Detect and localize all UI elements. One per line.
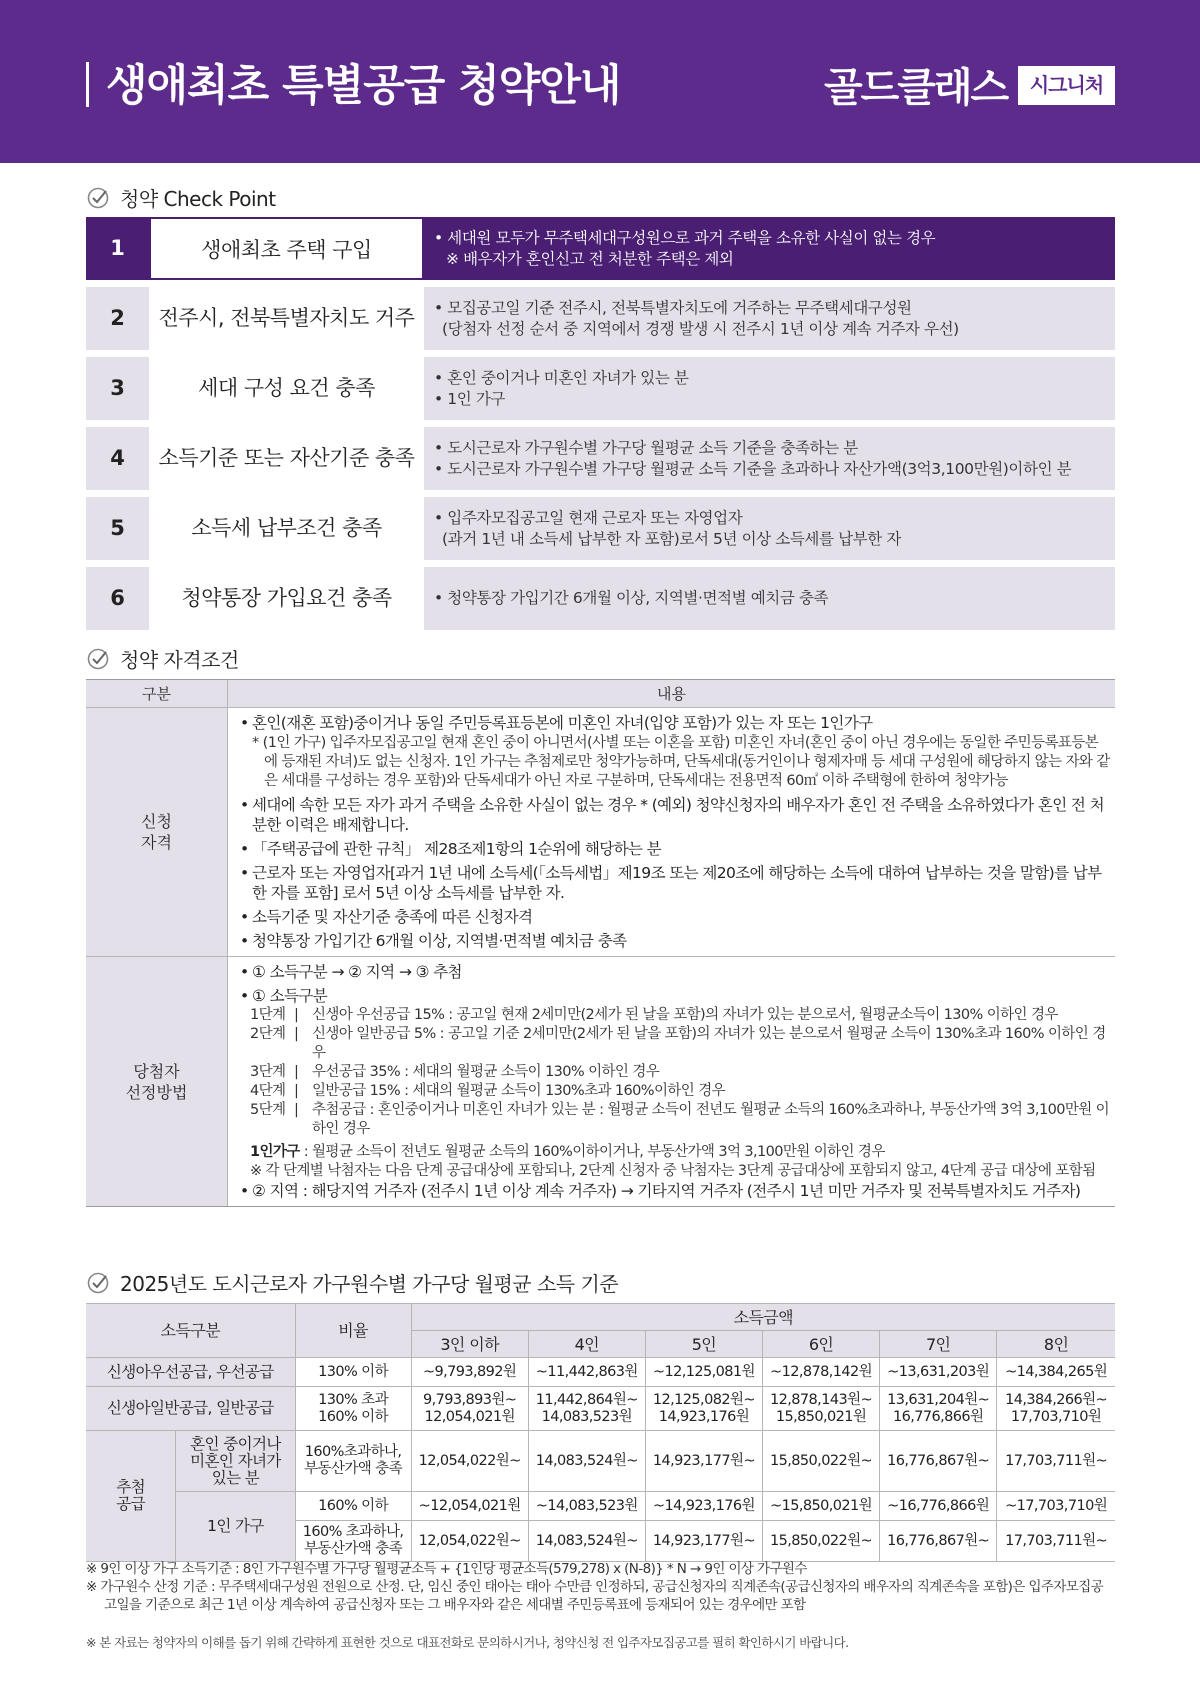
single-household-label: 1인가구 [250,1144,300,1160]
apply-qualification-row [86,708,1115,957]
ratio-line: 130% 초과 [318,1391,388,1408]
income-table [86,1303,1115,1562]
row-label-line: 당첨자 [133,1061,180,1081]
title-divider [86,62,89,107]
check-circle-icon [86,647,110,671]
checkpoint-number: 4 [110,446,125,470]
note-line: ※ 가구원수 산정 기준 : 무주택세대구성원 전원으로 산정. 단, 임신 중인 태아는 태아 수만큼 인정하되, 공급신청자의 직계존속(공급신청자의 배우자의 직계존속을 포함)은 입주자모집공고일을 기준으로 최근 1년 이상 계속하여 공급신청자 또는 그 배우자와 같은 세대별 주민등록표에 등재되어 있는 경우에만 포함 [86,1579,1104,1613]
amount-cell: 14,083,524원~ [528,1521,645,1562]
ratio-line: 160% 초과하나, [302,1524,404,1540]
step-name: 1단계 [250,1007,286,1023]
checkpoint-description [434,217,1114,280]
checkpoint-description [434,427,1114,490]
qualification-section-title [86,644,239,673]
amount-cell: 15,850,022원~ [762,1521,879,1562]
amount-cell: 14,083,524원~ [528,1431,645,1492]
ratio-cell [295,1387,411,1431]
amount-line: 14,384,266원~ [1005,1391,1108,1408]
description-line: (당첨자 선정 순서 중 지역에서 경쟁 발생 시 전주시 1년 이상 계속 거주자 우선) [442,319,959,338]
checkpoint-row [86,567,1115,630]
lottery-supply-cell [86,1431,176,1562]
description-line: • 1인 가구 [434,389,505,408]
bullet-item: • 「주택공급에 관한 규칙」 제28조제1항의 1순위에 해당하는 분 [238,839,1110,859]
amount-cell: ~15,850,021원 [762,1492,879,1521]
header-household-size: 3인 이하 [411,1331,528,1358]
step-separator: | [294,1007,299,1023]
amount-cell: 12,054,022원~ [411,1431,528,1492]
amount-line: 11,442,864원~ [535,1391,638,1408]
checkpoint-description [434,567,1114,630]
step-text: 추첨공급 : 혼인중이거나 미혼인 자녀가 있는 분 : 월평균 소득이 전년도 월평균 소득의 160%초과하나, 부동산가액 3억 3,100만원 이하인 경우 [312,1102,1110,1137]
section-title-text: 청약 Check Point [120,187,276,211]
checkpoint-number: 3 [110,376,125,400]
checkpoint-number: 6 [110,586,125,610]
check-circle-icon [86,186,110,210]
checkpoint-row [86,287,1115,350]
single-household-line [238,1143,1110,1162]
note-line: ※ 9인 이상 가구 소득기준 : 8인 가구원수별 가구당 월평균소득 + {1인당 평균소득(579,278) x (N-8)} * N → 9인 이상 가구원수 [86,1561,807,1577]
header-income-type: 소득구분 [86,1304,295,1358]
brand-badge: 시그니처 [1018,66,1115,105]
ratio-line: 부동산가액 충족 [304,1461,402,1477]
amount-cell: 16,776,867원~ [880,1431,997,1492]
description-line: • 혼인 중이거나 미혼인 자녀가 있는 분 [434,368,689,387]
amount-cell: 12,054,022원~ [411,1521,528,1562]
step-text: 우선공급 35% : 세대의 월평균 소득이 130% 이하인 경우 [312,1064,660,1080]
step-name: 4단계 [250,1083,286,1099]
notes [86,1560,1115,1614]
bullet-item: • 근로자 또는 자영업자[과거 1년 내에 소득세(「소득세법」제19조 또는 제20조에 해당하는 소득에 대하여 납부하는 것을 말함)를 납부한 자를 포함] 로서 5년 이상 소득세를 납부한 자. [238,863,1110,903]
amount-cell: ~17,703,710원 [997,1492,1115,1521]
header-household-size: 6인 [762,1331,879,1358]
amount-line: 15,850,021원 [775,1408,867,1425]
header-ratio: 비율 [295,1304,411,1358]
row-label-line: 신청 [141,812,172,831]
income-type-cell: 신생아일반공급, 일반공급 [86,1387,295,1431]
ratio-cell: 130% 이하 [295,1358,411,1387]
step-separator: | [294,1083,299,1099]
amount-line: 16,776,866원 [892,1408,984,1425]
amount-cell: 15,850,022원~ [762,1431,879,1492]
brand-logo: 골드클래스 [824,65,1008,111]
step-text: 신생아 일반공급 5% : 공고일 기준 2세미만(2세가 된 날을 포함)의 자녀가 있는 분으로서 월평균 소득이 130%초과 160% 이하인 경우 [312,1026,1106,1061]
row-content [228,708,1115,956]
checkpoint-label: 세대 구성 요건 충족 [149,357,424,420]
checkpoint-number: 5 [110,516,125,540]
checkpoint-description [434,357,1114,420]
header-household-size: 4인 [528,1331,645,1358]
row-label-line: 선정방법 [125,1082,188,1102]
header-household-size: 8인 [997,1331,1115,1358]
amount-cell: 14,923,177원~ [645,1521,762,1562]
checkpoint-section-title [86,183,276,212]
amount-line: 14,083,523원 [541,1408,633,1425]
selection-method-row [86,957,1115,1206]
row-label-line: 자격 [141,833,172,852]
ratio-line: 160%초과하나, [304,1444,402,1460]
page-title: 생애최초 특별공급 청약안내 [106,61,621,111]
description-line: • 청약통장 가입기간 6개월 이상, 지역별·면적별 예치금 충족 [434,589,829,607]
header-household-size: 5인 [645,1331,762,1358]
footnote: ※ 본 자료는 청약자의 이해를 돕기 위해 간략하게 표현한 것으로 대표전화로 문의하시거나, 청약신청 전 입주자모집공고를 필히 확인하시기 바랍니다. [86,1635,849,1650]
amount-cell: ~12,054,021원 [411,1492,528,1521]
label-line: 있는 분 [211,1468,260,1487]
bullet-item: • 혼인(재혼 포함)중이거나 동일 주민등록표등본에 미혼인 자녀(입양 포함)가 있는 자 또는 1인가구 [238,713,1110,733]
note-item: ※ 각 단계별 낙첨자는 다음 단계 공급대상에 포함되나, 2단계 신청자 중 낙첨자는 3단계 공급대상에 포함되지 않고, 4단계 공급 대상에 포함됨 [250,1163,1096,1179]
label-line: 미혼인 자녀가 [190,1451,281,1470]
ratio-line: 부동산가액 충족 [304,1541,402,1557]
amount-line: 17,703,710원 [1010,1408,1102,1425]
amount-cell: ~12,878,142원 [762,1358,879,1387]
qualification-header [86,680,1115,708]
amount-cell: 16,776,867원~ [880,1521,997,1562]
checkpoint-label: 청약통장 가입요건 충족 [149,567,424,630]
table-row [86,1431,1115,1492]
amount-line: 12,878,143원~ [770,1391,873,1408]
bullet-item: • 소득기준 및 자산기준 충족에 따른 신청자격 [238,907,1110,927]
amount-cell: ~14,384,265원 [997,1358,1115,1387]
checkpoint-description [434,287,1114,350]
amount-cell [528,1387,645,1431]
step-text: 일반공급 15% : 세대의 월평균 소득이 130%초과 160%이하인 경우 [312,1083,726,1099]
amount-cell: ~14,083,523원 [528,1492,645,1521]
bullet-item: • ① 소득구분 [238,986,1110,1006]
amount-cell: ~16,776,866원 [880,1492,997,1521]
amount-cell: ~13,631,203원 [880,1358,997,1387]
label-line: 혼인 중이거나 [190,1434,281,1453]
check-circle-icon [86,1271,110,1295]
step-line [238,1006,1110,1025]
step-line [238,1082,1110,1101]
section-title-text: 2025년도 도시근로자 가구원수별 가구당 월평균 소득 기준 [120,1272,619,1296]
description-line: (과거 1년 내 소득세 납부한 자 포함)로서 5년 이상 소득세를 납부한 자 [442,529,901,548]
step-separator: | [294,1026,299,1042]
checkpoint-description [434,497,1114,560]
description-line: • 도시근로자 가구원수별 가구당 월평균 소득 기준을 초과하나 자산가액(3억3,100만원)이하인 분 [434,459,1072,478]
description-line: • 모집공고일 기준 전주시, 전북특별자치도에 거주하는 무주택세대구성원 [434,298,912,317]
bullet-item: • ① 소득구분 → ② 지역 → ③ 추첨 [238,962,1110,982]
description-line: • 도시근로자 가구원수별 가구당 월평균 소득 기준을 충족하는 분 [434,438,858,457]
step-line [238,1101,1110,1139]
description-line: ※ 배우자가 혼인신고 전 처분한 주택은 제외 [446,249,734,268]
checkpoint-row [86,497,1115,560]
amount-cell [645,1387,762,1431]
table-row [86,1387,1115,1431]
married-household-cell [176,1431,295,1492]
amount-cell: 17,703,711원~ [997,1521,1115,1562]
header-category: 구분 [86,680,228,707]
checkpoint-number: 1 [110,236,125,260]
income-type-cell: 신생아우선공급, 우선공급 [86,1358,295,1387]
ratio-line: 160% 이하 [318,1408,388,1425]
amount-line: 12,125,082원~ [652,1391,755,1408]
amount-cell [880,1387,997,1431]
bullet-item: • 청약통장 가입기간 6개월 이상, 지역별·면적별 예치금 충족 [238,931,1110,951]
amount-cell: 14,923,177원~ [645,1431,762,1492]
step-separator: | [294,1102,299,1118]
amount-cell: ~11,442,863원 [528,1358,645,1387]
section-title-text: 청약 자격조건 [120,648,239,672]
amount-line: 12,054,021원 [424,1408,515,1425]
checkpoint-row [86,357,1115,420]
row-label [86,708,228,956]
amount-line: 14,923,176원 [658,1408,750,1425]
checkpoint-row [86,427,1115,490]
step-name: 2단계 [250,1026,286,1042]
amount-cell [997,1387,1115,1431]
label-line: 추첨 [116,1478,146,1496]
step-text: 신생아 우선공급 15% : 공고일 현재 2세미만(2세가 된 날을 포함)의 자녀가 있는 분으로서, 월평균소득이 130% 이하인 경우 [312,1007,1058,1023]
header-household-size: 7인 [880,1331,997,1358]
table-row [86,1492,1115,1521]
checkpoint-label: 생애최초 주택 구입 [149,217,424,280]
checkpoint-label: 소득기준 또는 자산기준 충족 [149,427,424,490]
amount-cell: ~12,125,081원 [645,1358,762,1387]
income-section-title [86,1268,618,1297]
amount-cell [411,1387,528,1431]
step-separator: | [294,1064,299,1080]
amount-cell: ~9,793,892원 [411,1358,528,1387]
ratio-cell [295,1521,411,1562]
header-amount: 소득금액 [411,1304,1115,1331]
amount-cell: 17,703,711원~ [997,1431,1115,1492]
step-name: 5단계 [250,1102,286,1118]
bullet-item: • ② 지역 : 해당지역 거주자 (전주시 1년 이상 계속 거주자) → 기타지역 거주자 (전주시 1년 미만 거주자 및 전북특별자치도 거주자) [238,1181,1110,1201]
header-content: 내용 [657,685,686,703]
income-header-row [86,1304,1115,1331]
amount-cell [762,1387,879,1431]
step-line [238,1025,1110,1063]
qualification-table [86,679,1115,1207]
label-line: 공급 [116,1495,146,1513]
row-content [228,957,1115,1206]
single-household-text: : 월평균 소득이 전년도 월평균 소득의 160%이하이거나, 부동산가액 3억 3,100만원 이하인 경우 [299,1144,885,1160]
note-item: * (1인 가구) 입주자모집공고일 현재 혼인 중이 아니면서(사별 또는 이혼을 포함) 미혼인 자녀(혼인 중이 아닌 경우에는 동일한 주민등록표등본에 등재된 자녀)도 없는 신청자. 1인 가구는 추첨제로만 청약가능하며, 단독세대(동거인이나 형제자매 등 세대 구성원에 해당하지 않는 자와 같은 세대를 구성하는 경우 포함)와 단독세대가 아닌 자로 구분하며, 단독세대는 전용면적 60㎡ 이하 주택형에 한하여 청약가능 [252,735,1110,789]
bullet-item: • 세대에 속한 모든 자가 과거 주택을 소유한 사실이 없는 경우 * (예외) 청약신청자의 배우자가 혼인 전 주택을 소유하였다가 혼인 전 처분한 이력은 배제합니다. [238,795,1110,835]
single-household-cell: 1인 가구 [176,1492,295,1562]
step-name: 3단계 [250,1064,286,1080]
page-header [0,0,1200,163]
checkpoint-label: 소득세 납부조건 충족 [149,497,424,560]
checkpoint-label: 전주시, 전북특별자치도 거주 [149,287,424,350]
amount-line: 13,631,204원~ [887,1391,990,1408]
checkpoint-number: 2 [110,306,125,330]
row-label [86,957,228,1206]
amount-line: 9,793,893원~ [422,1391,517,1408]
amount-cell: ~14,923,176원 [645,1492,762,1521]
ratio-cell [295,1431,411,1492]
table-row [86,1358,1115,1387]
checkpoint-row [86,217,1115,280]
ratio-cell: 160% 이하 [295,1492,411,1521]
description-line: • 세대원 모두가 무주택세대구성원으로 과거 주택을 소유한 사실이 없는 경우 [434,228,936,247]
description-line: • 입주자모집공고일 현재 근로자 또는 자영업자 [434,508,743,527]
step-line [238,1063,1110,1082]
